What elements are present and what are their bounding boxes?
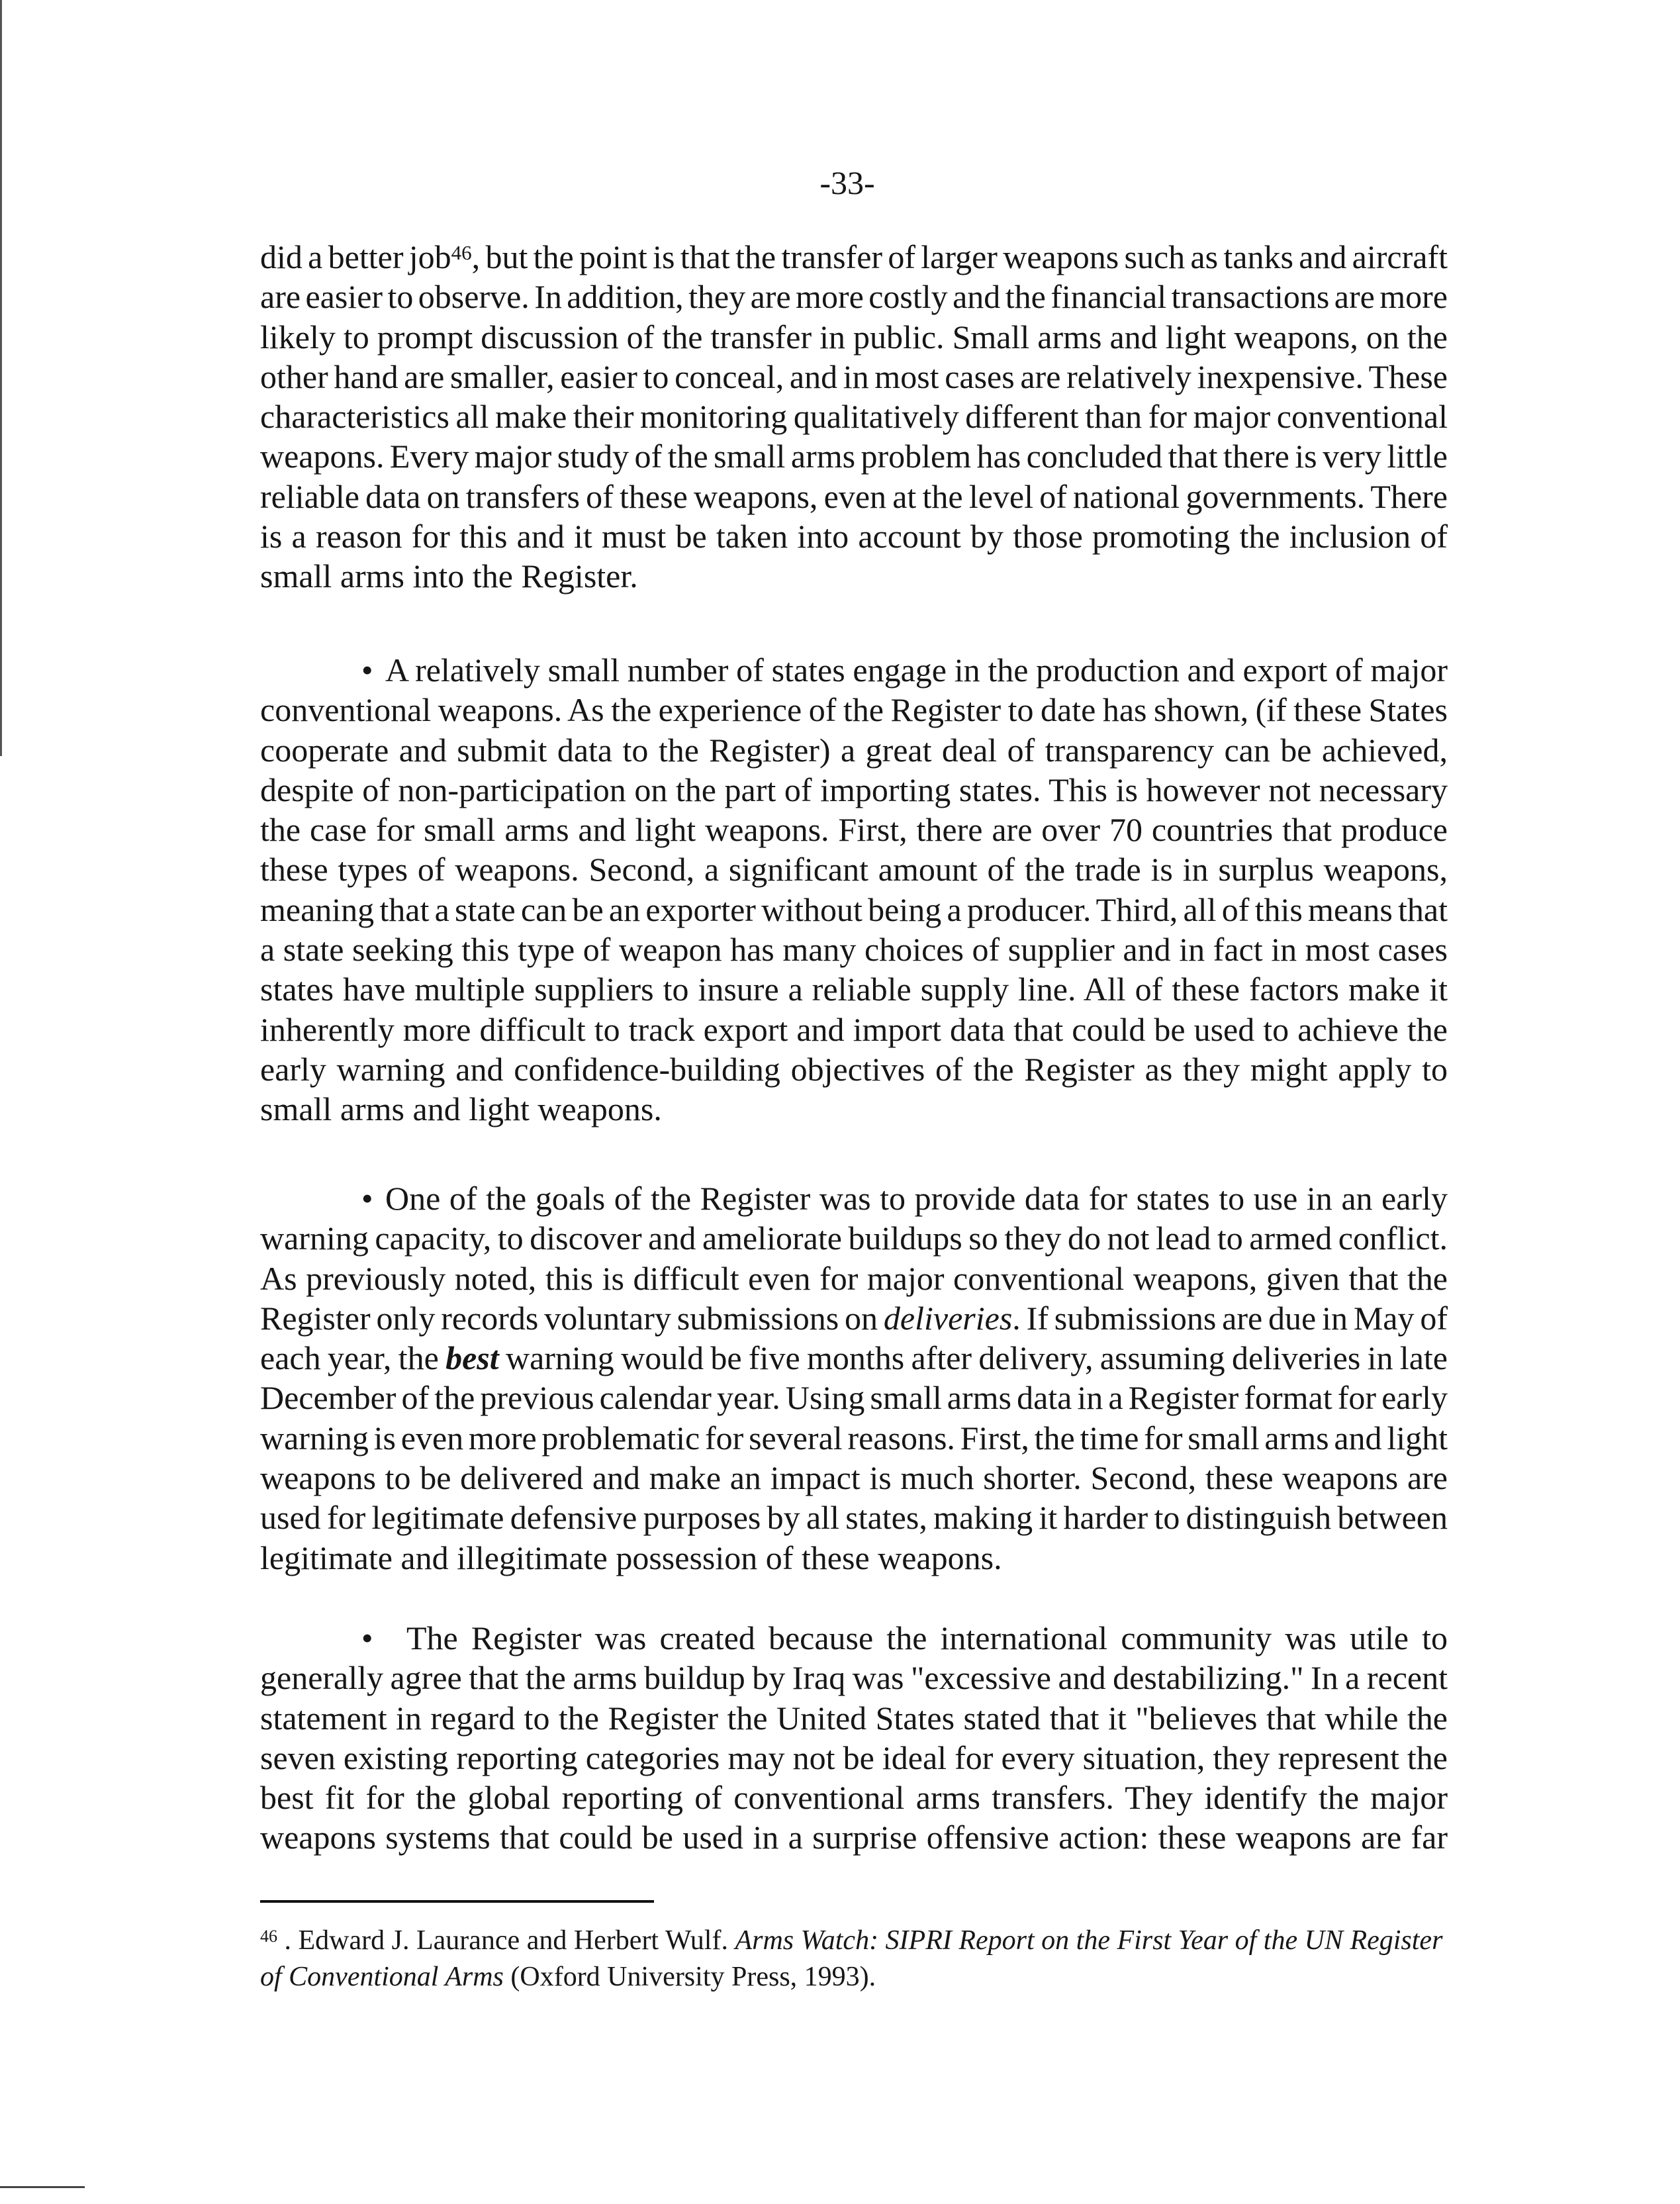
text-run: used for legitimate defensive purposes by all states, making it harder to distinguish between	[260, 1499, 1448, 1537]
text-run: meaning that a state can be an exporter without being a producer. Third, all of this means that	[260, 890, 1448, 928]
text-line	[260, 277, 1448, 316]
text-run: statement in regard to the Register the United States stated that it "believes that while the	[260, 1699, 1448, 1737]
text-line	[260, 1378, 1448, 1417]
text-line	[260, 1618, 1448, 1658]
text-line	[260, 969, 1448, 1009]
text-run: December of the previous calendar year. Using small arms data in a Register format for early	[260, 1379, 1448, 1417]
italic-text: deliveries	[883, 1299, 1013, 1337]
text-line	[260, 477, 1448, 516]
text-line	[260, 1010, 1448, 1049]
text-run: small arms and light weapons.	[260, 1090, 662, 1128]
text-line	[260, 730, 1448, 770]
text-line	[260, 1538, 1448, 1578]
text-run: other hand are smaller, easier to conceal, and in most cases are relatively inexpensive. These	[260, 358, 1448, 395]
text-line	[260, 1498, 1448, 1537]
text-run: best fit for the global reporting of conventional arms transfers. They identify the major	[260, 1779, 1448, 1817]
line-text	[260, 1010, 1448, 1049]
text-run: each year, the	[260, 1339, 446, 1377]
footnote-separator	[260, 1900, 654, 1903]
line-text	[361, 650, 1448, 690]
text-run: . If submissions are due in May of	[1012, 1299, 1448, 1337]
text-line	[260, 397, 1448, 436]
italic-text: of Conventional Arms	[260, 1962, 504, 1992]
line-text	[260, 1089, 662, 1129]
body-paragraph	[260, 237, 1448, 597]
line-text	[260, 1817, 1448, 1857]
text-line	[260, 650, 1448, 690]
text-run: A relatively small number of states engage in the production and export of major	[385, 651, 1448, 689]
text-line	[260, 1698, 1448, 1738]
text-run: states have multiple suppliers to insure a reliable supply line. All of these factors make it	[260, 971, 1448, 1008]
text-run: One of the goals of the Register was to provide data for states to use in an early	[385, 1180, 1448, 1217]
line-text	[260, 1378, 1448, 1417]
line-text	[260, 357, 1448, 397]
line-text	[260, 730, 1448, 770]
text-line	[260, 1178, 1448, 1218]
line-text	[260, 1418, 1448, 1458]
text-line	[260, 317, 1448, 357]
text-run: cooperate and submit data to the Register) a great deal of transparency can be achieved,	[260, 731, 1448, 769]
text-run: weapons to be delivered and make an impact is much shorter. Second, these weapons are	[260, 1459, 1448, 1497]
line-text	[260, 1218, 1448, 1258]
line-text	[260, 969, 1448, 1009]
line-text	[260, 1959, 876, 1995]
text-run: warning is even more problematic for several reasons. First, the time for small arms and light	[260, 1419, 1448, 1457]
text-run: legitimate and illegitimate possession of these weapons.	[260, 1539, 1002, 1576]
line-text	[260, 770, 1448, 810]
text-line	[260, 1738, 1448, 1778]
text-line	[260, 516, 1448, 556]
text-run: did a better job	[260, 238, 451, 275]
text-run: these types of weapons. Second, a significant amount of the trade is in surplus weapons,	[260, 851, 1448, 888]
text-run: inherently more difficult to track export and import data that could be used to achieve the	[260, 1010, 1448, 1048]
line-text	[260, 1298, 1448, 1338]
text-run: generally agree that the arms buildup by Iraq was "excessive and destabilizing." In a recent	[260, 1659, 1448, 1697]
line-text	[260, 1259, 1448, 1298]
text-run: (Oxford University Press, 1993).	[503, 1962, 876, 1992]
line-text	[260, 317, 1448, 357]
text-run: Register only records voluntary submissions on	[260, 1299, 884, 1337]
text-run: The Register was created because the international community was utile to	[406, 1619, 1448, 1656]
text-run: small arms into the Register.	[260, 557, 638, 595]
text-run: is a reason for this and it must be taken into account by those promoting the inclusion of	[260, 518, 1448, 555]
line-text	[260, 1698, 1448, 1738]
text-run: despite of non-participation on the part of importing states. This is however not necessary	[260, 771, 1448, 808]
text-line	[260, 436, 1448, 476]
line-text	[260, 890, 1448, 930]
bullet-marker: •	[361, 651, 373, 689]
text-line	[260, 690, 1448, 730]
superscript-text: 46	[260, 1927, 278, 1946]
line-text	[260, 237, 1448, 277]
text-run: . Edward J. Laurance and Herbert Wulf.	[277, 1925, 735, 1956]
text-run: are easier to observe. In addition, they are more costly and the financial transactions are more	[260, 278, 1448, 316]
text-line	[260, 810, 1448, 849]
bullet-marker: •	[361, 1180, 373, 1217]
text-line	[260, 1923, 1448, 1959]
line-text	[361, 1618, 1448, 1658]
text-line	[260, 1049, 1448, 1089]
text-line	[260, 930, 1448, 969]
text-line	[260, 1089, 1448, 1129]
text-run: likely to prompt discussion of the transfer in public. Small arms and light weapons, on the	[260, 318, 1448, 356]
text-line	[260, 1298, 1448, 1338]
line-text	[260, 436, 1448, 476]
scan-edge-line	[0, 0, 2, 756]
text-run: warning capacity, to discover and ameliorate buildups so they do not lead to armed conflict.	[260, 1220, 1448, 1257]
text-line	[260, 849, 1448, 889]
line-text	[260, 516, 1448, 556]
text-run: the case for small arms and light weapons. First, there are over 70 countries that produce	[260, 811, 1448, 849]
line-text	[260, 477, 1448, 516]
text-line	[260, 1778, 1448, 1817]
line-text	[260, 1923, 1442, 1959]
bullet-marker: •	[361, 1619, 373, 1656]
text-line	[260, 1218, 1448, 1258]
scan-corner-mark	[0, 2186, 85, 2188]
line-text	[260, 556, 638, 596]
text-run: As previously noted, this is difficult even for major conventional weapons, given that the	[260, 1259, 1448, 1297]
text-line	[260, 1338, 1448, 1378]
text-line	[260, 237, 1448, 277]
text-line	[260, 1817, 1448, 1857]
footnote	[260, 1923, 1448, 1995]
text-line	[260, 1658, 1448, 1698]
line-text	[260, 1658, 1448, 1698]
line-text	[260, 1738, 1448, 1778]
bullet-paragraph-states-production	[260, 650, 1448, 1129]
text-run: characteristics all make their monitoring qualitatively different than for major conventional	[260, 398, 1448, 436]
text-run: conventional weapons. As the experience of the Register to date has shown, (if these States	[260, 691, 1448, 729]
text-run: weapons systems that could be used in a surprise offensive action: these weapons are far	[260, 1819, 1448, 1856]
italic-text: Arms Watch: SIPRI Report on the First Year of the UN Register	[735, 1925, 1443, 1956]
line-text	[260, 277, 1448, 316]
page-number: -33-	[819, 164, 875, 201]
text-line	[260, 1458, 1448, 1498]
superscript-text: 46	[451, 240, 472, 264]
line-text	[260, 1498, 1448, 1537]
line-text	[260, 1049, 1448, 1089]
text-run: warning would be five months after delivery, assuming deliveries in late	[498, 1339, 1448, 1377]
text-line	[260, 770, 1448, 810]
line-text	[260, 1338, 1448, 1378]
text-line	[260, 357, 1448, 397]
line-text	[260, 397, 1448, 436]
text-run: early warning and confidence-building objectives of the Register as they might apply to	[260, 1050, 1448, 1088]
bullet-paragraph-register-created	[260, 1618, 1448, 1858]
text-line	[260, 890, 1448, 930]
text-run: , but the point is that the transfer of larger weapons such as tanks and aircraft	[471, 238, 1448, 275]
line-text	[260, 1458, 1448, 1498]
text-run: seven existing reporting categories may not be ideal for every situation, they represent the	[260, 1739, 1448, 1776]
line-text	[361, 1178, 1448, 1218]
text-run: a state seeking this type of weapon has many choices of supplier and in fact in most cases	[260, 931, 1448, 969]
text-line	[260, 556, 1448, 596]
bullet-paragraph-early-warning	[260, 1178, 1448, 1578]
line-text	[260, 690, 1448, 730]
text-line	[260, 1418, 1448, 1458]
text-run: weapons. Every major study of the small arms problem has concluded that there is very little	[260, 438, 1448, 475]
line-text	[260, 1538, 1002, 1578]
text-run: reliable data on transfers of these weapons, even at the level of national governments. There	[260, 477, 1448, 515]
line-text	[260, 930, 1448, 969]
line-text	[260, 849, 1448, 889]
bold-italic-text: best	[445, 1339, 499, 1377]
text-line	[260, 1259, 1448, 1298]
line-text	[260, 1778, 1448, 1817]
line-text	[260, 810, 1448, 849]
text-line	[260, 1959, 1448, 1995]
